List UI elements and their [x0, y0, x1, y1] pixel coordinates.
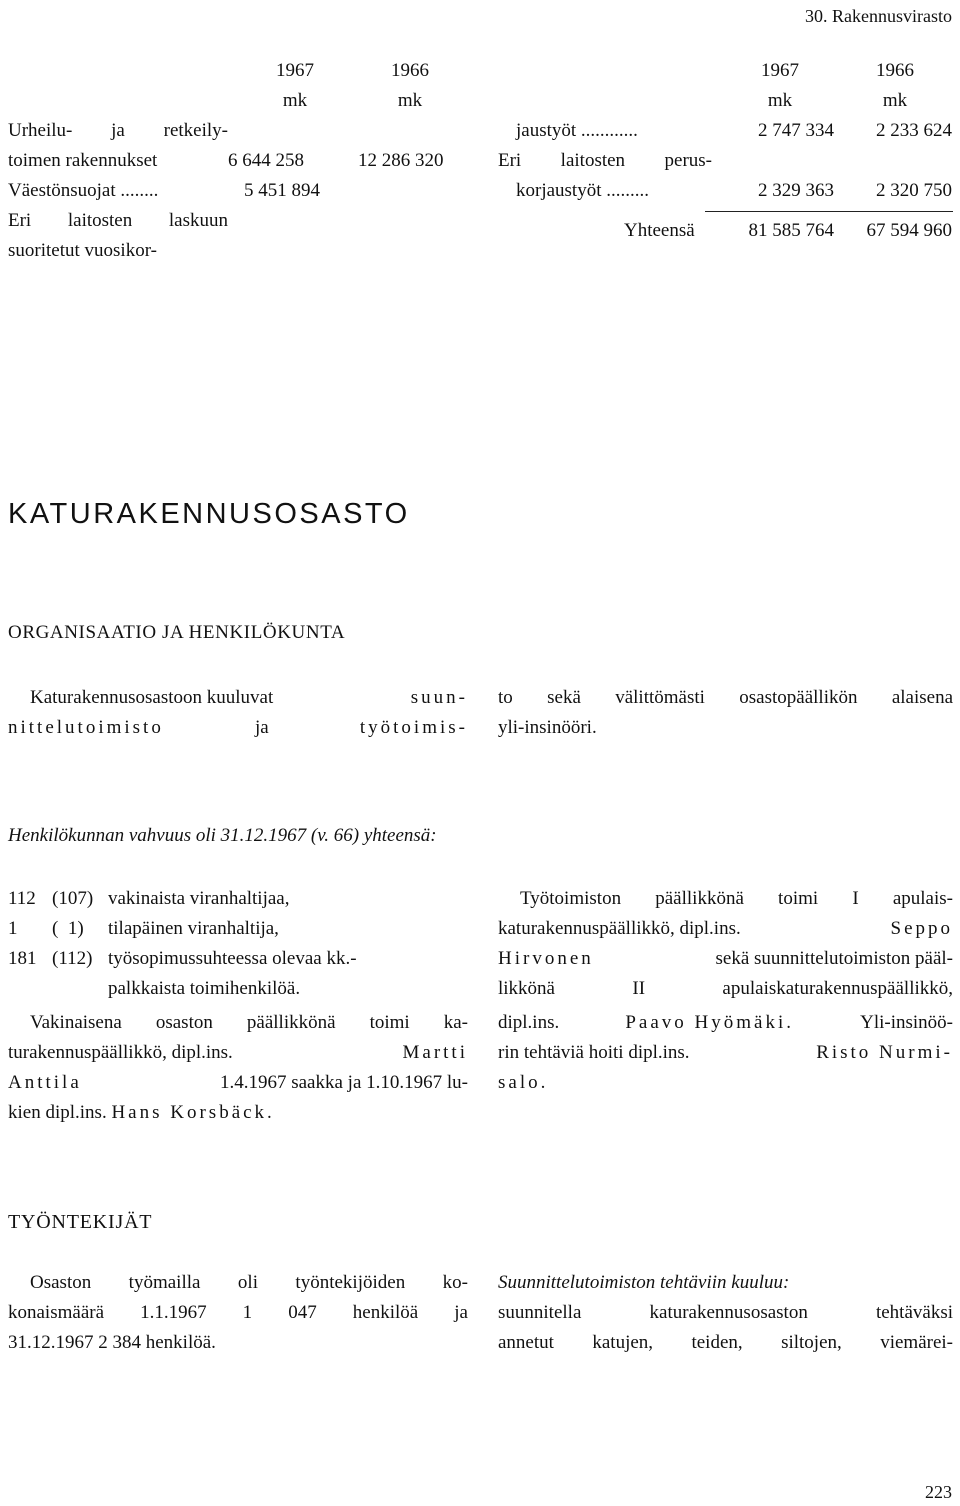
row-label-line: Väestönsuojat ........: [8, 180, 159, 201]
staff-heading: Henkilökunnan vahvuus oli 31.12.1967 (v. 66) yhteensä:: [8, 825, 437, 846]
total-label: Yhteensä: [624, 220, 695, 241]
unit-1966: mk: [397, 90, 423, 111]
text-run: sekä suunnittelutoimiston pääl-: [715, 948, 953, 969]
item-text: tilapäinen viranhaltija,: [108, 918, 279, 939]
person-name: Anttila: [8, 1072, 82, 1093]
person-name: Risto Nurmi-: [816, 1042, 953, 1063]
value-1966: 12 286 320: [358, 150, 444, 171]
running-header: 30. Rakennusvirasto: [805, 6, 952, 26]
text-run: ja: [255, 717, 269, 738]
row-label-line: jaustyöt ............: [516, 120, 638, 141]
text-run: katurakennuspäällikkö, dipl.ins.: [498, 918, 741, 939]
text-run: turakennuspäällikkö, dipl.ins.: [8, 1042, 233, 1063]
text-line: Osaston työmailla oli työntekijöiden ko-: [30, 1272, 468, 1293]
prev-count: (112): [52, 948, 93, 969]
text-line: yli-insinööri.: [498, 717, 597, 738]
list-item: [8, 888, 289, 911]
year-1967-header: 1967: [761, 60, 799, 81]
person-name: Paavo Hyömäki.: [625, 1012, 794, 1033]
unit-1967: mk: [767, 90, 793, 111]
text-line: suunnitella katurakennusosaston tehtäväksi: [498, 1302, 953, 1323]
text-line: to sekä välittömästi osastopäällikön alaisena: [498, 687, 953, 708]
text-run: 1.4.1967 saakka ja 1.10.1967 lu-: [219, 1072, 468, 1093]
row-label-line: korjaustyöt .........: [516, 180, 649, 201]
text-line: konaismäärä 1.1.1967 1 047 henkilöä ja: [8, 1302, 468, 1323]
person-name: Martti: [402, 1042, 468, 1063]
workers-heading: TYÖNTEKIJÄT: [8, 1211, 153, 1233]
unit-1967: mk: [282, 90, 308, 111]
total-1967: 81 585 764: [748, 220, 834, 241]
text-run: Katurakennusosastoon kuuluvat: [30, 687, 274, 708]
person-name: Seppo: [890, 918, 953, 939]
prev-count: (107): [52, 888, 94, 909]
item-text: työsopimussuhteessa olevaa kk.-: [108, 948, 357, 969]
person-name: Hans Korsbäck.: [111, 1102, 275, 1123]
text-run: dipl.ins.: [498, 1012, 560, 1033]
section-title: KATURAKENNUSOSASTO: [8, 498, 410, 530]
list-item-cont: palkkaista toimihenkilöä.: [108, 978, 301, 999]
item-text: vakinaista viranhaltijaa,: [108, 888, 290, 909]
person-name: salo.: [498, 1072, 549, 1093]
page-number: 223: [925, 1482, 952, 1502]
text-line: 31.12.1967 2 384 henkilöä.: [8, 1332, 216, 1353]
subheading: Suunnittelutoimiston tehtäviin kuuluu:: [498, 1272, 790, 1293]
row-label-line: Urheilu- ja retkeily-: [8, 120, 228, 141]
spaced-text: suun-: [410, 687, 468, 708]
count: 181: [8, 948, 37, 969]
value-1966: 2 233 624: [876, 120, 952, 141]
value-1967: 2 329 363: [758, 180, 834, 201]
value-1967: 6 644 258: [228, 150, 304, 171]
year-1966-header: 1966: [876, 60, 914, 81]
list-item: [8, 918, 279, 941]
value-1967: 2 747 334: [758, 120, 834, 141]
spaced-text: nittelutoimisto: [8, 717, 164, 738]
row-label-line: suoritetut vuosikor-: [8, 240, 157, 261]
value-1967: 5 451 894: [244, 180, 320, 201]
prev-count: ( 1): [52, 918, 84, 939]
list-item: [8, 948, 357, 971]
person-name: Hirvonen: [498, 948, 594, 969]
count: 1: [8, 918, 18, 939]
total-1966: 67 594 960: [866, 220, 952, 241]
text-line: annetut katujen, teiden, siltojen, viemärei-: [498, 1332, 953, 1353]
unit-1966: mk: [882, 90, 908, 111]
text-line: Työtoimiston päällikkönä toimi I apulais-: [520, 888, 953, 909]
year-1966-header: 1966: [391, 60, 429, 81]
count: 112: [8, 888, 36, 909]
year-1967-header: 1967: [276, 60, 314, 81]
text-run: Yli-insinöö-: [860, 1012, 953, 1033]
text-run: kien dipl.ins.: [8, 1102, 107, 1123]
value-1966: 2 320 750: [876, 180, 952, 201]
row-label-line: Eri laitosten perus-: [498, 150, 712, 171]
text-run: rin tehtäviä hoiti dipl.ins.: [498, 1042, 690, 1063]
text-line: Vakinaisena osaston päällikkönä toimi ka-: [30, 1012, 468, 1033]
row-label-line: Eri laitosten laskuun: [8, 210, 228, 231]
row-label-line: toimen rakennukset: [8, 150, 158, 171]
org-heading: ORGANISAATIO JA HENKILÖKUNTA: [8, 622, 346, 643]
spaced-text: työtoimis-: [359, 717, 468, 738]
sum-rule: [705, 211, 953, 212]
text-line: likkönä II apulaiskaturakennuspäällikkö,: [498, 978, 953, 999]
